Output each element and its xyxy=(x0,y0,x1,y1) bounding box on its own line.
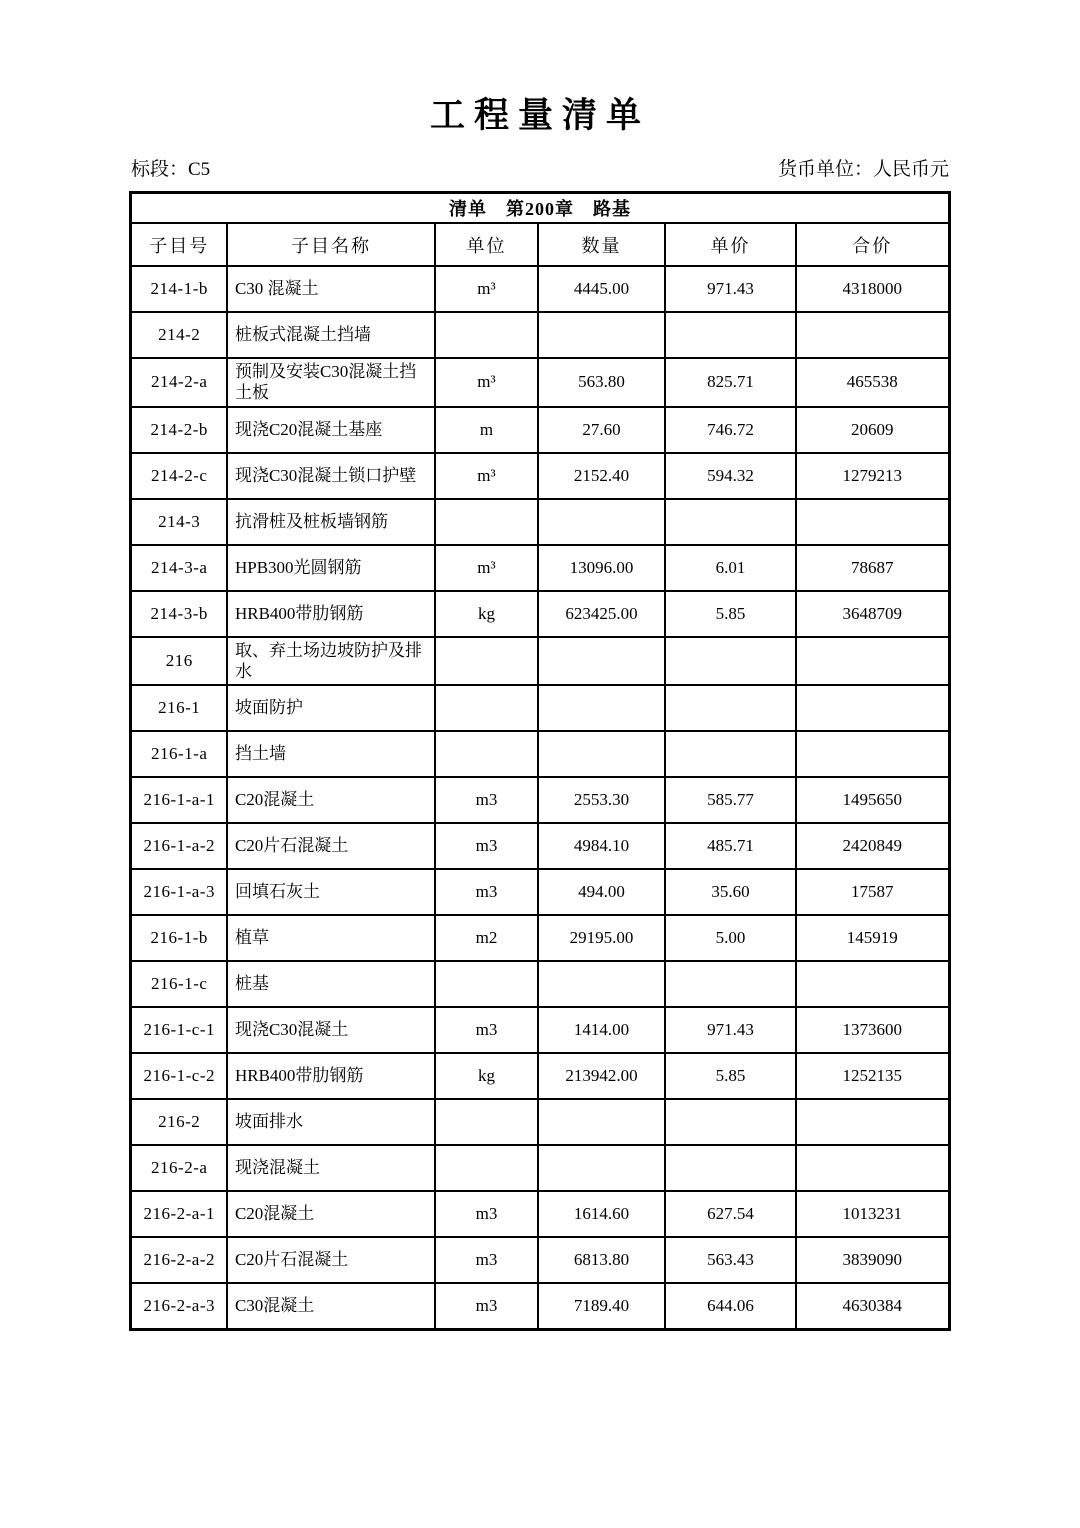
cell-total-price: 3839090 xyxy=(796,1237,949,1283)
column-header-item-no: 子目号 xyxy=(131,223,227,266)
currency-label: 货币单位：人民币元 xyxy=(777,159,949,180)
cell-unit: m3 xyxy=(435,823,538,869)
table-row xyxy=(131,1283,949,1329)
table-row xyxy=(131,1237,949,1283)
cell-item-no: 214-3 xyxy=(131,499,227,545)
table-row xyxy=(131,777,949,823)
cell-item-no: 214-1-b xyxy=(131,266,227,312)
table-caption-row xyxy=(131,193,949,224)
cell-unit: kg xyxy=(435,1053,538,1099)
cell-unit-price: 825.71 xyxy=(665,358,796,407)
table-row xyxy=(131,591,949,637)
cell-unit: m³ xyxy=(435,545,538,591)
column-header-total-price: 合价 xyxy=(796,223,949,266)
cell-item-name: 预制及安装C30混凝土挡土板 xyxy=(227,358,435,407)
cell-item-name: 回填石灰土 xyxy=(227,869,435,915)
cell-quantity: 29195.00 xyxy=(538,915,665,961)
cell-quantity: 563.80 xyxy=(538,358,665,407)
cell-unit: m3 xyxy=(435,1007,538,1053)
cell-quantity xyxy=(538,1145,665,1191)
table-header-row xyxy=(131,223,949,266)
cell-item-no: 216-1-a xyxy=(131,731,227,777)
cell-quantity: 7189.40 xyxy=(538,1283,665,1329)
cell-total-price xyxy=(796,685,949,731)
cell-item-no: 216 xyxy=(131,637,227,686)
cell-item-name: HRB400带肋钢筋 xyxy=(227,1053,435,1099)
cell-total-price: 20609 xyxy=(796,407,949,453)
cell-item-name: 植草 xyxy=(227,915,435,961)
cell-unit xyxy=(435,1099,538,1145)
cell-item-no: 216-2-a-3 xyxy=(131,1283,227,1329)
cell-unit xyxy=(435,637,538,686)
cell-quantity xyxy=(538,499,665,545)
cell-item-name: HPB300光圆钢筋 xyxy=(227,545,435,591)
cell-unit: m3 xyxy=(435,777,538,823)
cell-item-name: C20片石混凝土 xyxy=(227,823,435,869)
cell-unit-price: 6.01 xyxy=(665,545,796,591)
cell-unit-price xyxy=(665,1145,796,1191)
cell-unit: m3 xyxy=(435,1237,538,1283)
table-row xyxy=(131,869,949,915)
cell-unit-price: 5.85 xyxy=(665,591,796,637)
table-row xyxy=(131,358,949,407)
cell-item-name: 桩板式混凝土挡墙 xyxy=(227,312,435,358)
cell-quantity xyxy=(538,961,665,1007)
table-row xyxy=(131,637,949,686)
cell-quantity: 494.00 xyxy=(538,869,665,915)
cell-total-price: 2420849 xyxy=(796,823,949,869)
cell-unit: m3 xyxy=(435,1283,538,1329)
cell-item-name: 抗滑桩及桩板墙钢筋 xyxy=(227,499,435,545)
cell-total-price: 1279213 xyxy=(796,453,949,499)
cell-total-price: 1495650 xyxy=(796,777,949,823)
cell-item-no: 214-2-c xyxy=(131,453,227,499)
cell-item-no: 214-2-b xyxy=(131,407,227,453)
cell-total-price: 1013231 xyxy=(796,1191,949,1237)
cell-unit-price xyxy=(665,1099,796,1145)
cell-unit-price: 35.60 xyxy=(665,869,796,915)
table-row xyxy=(131,823,949,869)
cell-quantity: 6813.80 xyxy=(538,1237,665,1283)
page-title: 工程量清单 xyxy=(429,95,650,136)
cell-unit-price: 5.85 xyxy=(665,1053,796,1099)
cell-item-name: 现浇C30混凝土锁口护壁 xyxy=(227,453,435,499)
cell-item-name: 坡面排水 xyxy=(227,1099,435,1145)
cell-quantity: 2152.40 xyxy=(538,453,665,499)
cell-item-no: 216-2-a-2 xyxy=(131,1237,227,1283)
cell-unit xyxy=(435,685,538,731)
cell-total-price: 4318000 xyxy=(796,266,949,312)
cell-quantity xyxy=(538,685,665,731)
cell-item-no: 216-1-b xyxy=(131,915,227,961)
cell-quantity: 4445.00 xyxy=(538,266,665,312)
column-header-item-name: 子目名称 xyxy=(227,223,435,266)
table-row xyxy=(131,685,949,731)
cell-unit: m³ xyxy=(435,358,538,407)
column-header-unit: 单位 xyxy=(435,223,538,266)
cell-quantity: 27.60 xyxy=(538,407,665,453)
cell-unit-price: 5.00 xyxy=(665,915,796,961)
cell-item-no: 214-3-b xyxy=(131,591,227,637)
cell-item-name: 现浇混凝土 xyxy=(227,1145,435,1191)
cell-unit: m3 xyxy=(435,1191,538,1237)
cell-item-no: 216-1-c-1 xyxy=(131,1007,227,1053)
cell-unit-price: 971.43 xyxy=(665,266,796,312)
cell-total-price: 3648709 xyxy=(796,591,949,637)
cell-item-name: 取、弃土场边坡防护及排水 xyxy=(227,637,435,686)
cell-unit-price: 585.77 xyxy=(665,777,796,823)
cell-item-no: 216-1-a-3 xyxy=(131,869,227,915)
cell-unit: m³ xyxy=(435,266,538,312)
cell-item-no: 216-2 xyxy=(131,1099,227,1145)
table-row xyxy=(131,1145,949,1191)
cell-item-no: 216-1-a-2 xyxy=(131,823,227,869)
table-row xyxy=(131,1099,949,1145)
cell-item-name: HRB400带肋钢筋 xyxy=(227,591,435,637)
cell-quantity: 623425.00 xyxy=(538,591,665,637)
cell-total-price xyxy=(796,961,949,1007)
cell-total-price xyxy=(796,312,949,358)
table-row xyxy=(131,266,949,312)
cell-unit: m2 xyxy=(435,915,538,961)
cell-total-price: 1252135 xyxy=(796,1053,949,1099)
cell-total-price: 78687 xyxy=(796,545,949,591)
cell-quantity: 2553.30 xyxy=(538,777,665,823)
cell-item-no: 214-3-a xyxy=(131,545,227,591)
cell-item-name: C30混凝土 xyxy=(227,1283,435,1329)
cell-unit-price xyxy=(665,685,796,731)
column-header-unit-price: 单价 xyxy=(665,223,796,266)
cell-total-price xyxy=(796,637,949,686)
cell-item-no: 216-1-a-1 xyxy=(131,777,227,823)
table-caption: 清单 第200章 路基 xyxy=(131,193,949,224)
cell-unit: kg xyxy=(435,591,538,637)
cell-item-name: C30 混凝土 xyxy=(227,266,435,312)
cell-unit xyxy=(435,731,538,777)
cell-unit-price: 563.43 xyxy=(665,1237,796,1283)
cell-unit xyxy=(435,961,538,1007)
cell-total-price: 145919 xyxy=(796,915,949,961)
cell-item-no: 214-2 xyxy=(131,312,227,358)
column-header-quantity: 数量 xyxy=(538,223,665,266)
cell-unit-price: 746.72 xyxy=(665,407,796,453)
cell-total-price xyxy=(796,1145,949,1191)
cell-item-name: C20混凝土 xyxy=(227,777,435,823)
cell-unit xyxy=(435,312,538,358)
cell-unit-price: 971.43 xyxy=(665,1007,796,1053)
bill-of-quantities-table xyxy=(129,191,950,1331)
cell-item-no: 216-1-c xyxy=(131,961,227,1007)
cell-item-no: 214-2-a xyxy=(131,358,227,407)
cell-quantity: 4984.10 xyxy=(538,823,665,869)
meta-row xyxy=(131,154,949,181)
cell-quantity xyxy=(538,1099,665,1145)
cell-unit: m3 xyxy=(435,869,538,915)
cell-unit-price xyxy=(665,499,796,545)
cell-item-name: 现浇C30混凝土 xyxy=(227,1007,435,1053)
cell-total-price xyxy=(796,1099,949,1145)
cell-total-price: 465538 xyxy=(796,358,949,407)
table-row xyxy=(131,731,949,777)
table-row xyxy=(131,499,949,545)
cell-unit-price: 485.71 xyxy=(665,823,796,869)
table-row xyxy=(131,312,949,358)
cell-total-price: 4630384 xyxy=(796,1283,949,1329)
cell-item-name: C20混凝土 xyxy=(227,1191,435,1237)
cell-total-price: 1373600 xyxy=(796,1007,949,1053)
cell-quantity: 13096.00 xyxy=(538,545,665,591)
cell-unit-price xyxy=(665,731,796,777)
cell-unit xyxy=(435,1145,538,1191)
cell-unit-price: 644.06 xyxy=(665,1283,796,1329)
cell-unit-price xyxy=(665,961,796,1007)
cell-quantity xyxy=(538,312,665,358)
cell-total-price xyxy=(796,731,949,777)
table-row xyxy=(131,545,949,591)
cell-quantity: 213942.00 xyxy=(538,1053,665,1099)
cell-quantity xyxy=(538,637,665,686)
cell-unit-price: 627.54 xyxy=(665,1191,796,1237)
cell-item-name: 挡土墙 xyxy=(227,731,435,777)
cell-total-price xyxy=(796,499,949,545)
table-row xyxy=(131,961,949,1007)
cell-item-no: 216-1-c-2 xyxy=(131,1053,227,1099)
cell-unit xyxy=(435,499,538,545)
section-label: 标段：C5 xyxy=(131,159,211,180)
cell-item-no: 216-2-a xyxy=(131,1145,227,1191)
cell-item-name: 桩基 xyxy=(227,961,435,1007)
cell-unit: m³ xyxy=(435,453,538,499)
table-row xyxy=(131,1007,949,1053)
table-row xyxy=(131,1191,949,1237)
table-row xyxy=(131,915,949,961)
cell-unit-price: 594.32 xyxy=(665,453,796,499)
table-row xyxy=(131,407,949,453)
cell-unit-price xyxy=(665,312,796,358)
cell-item-no: 216-1 xyxy=(131,685,227,731)
cell-item-name: 坡面防护 xyxy=(227,685,435,731)
cell-total-price: 17587 xyxy=(796,869,949,915)
cell-quantity: 1414.00 xyxy=(538,1007,665,1053)
cell-quantity: 1614.60 xyxy=(538,1191,665,1237)
cell-item-no: 216-2-a-1 xyxy=(131,1191,227,1237)
table-row xyxy=(131,1053,949,1099)
cell-item-name: C20片石混凝土 xyxy=(227,1237,435,1283)
cell-unit: m xyxy=(435,407,538,453)
cell-quantity xyxy=(538,731,665,777)
table-row xyxy=(131,453,949,499)
cell-item-name: 现浇C20混凝土基座 xyxy=(227,407,435,453)
cell-unit-price xyxy=(665,637,796,686)
